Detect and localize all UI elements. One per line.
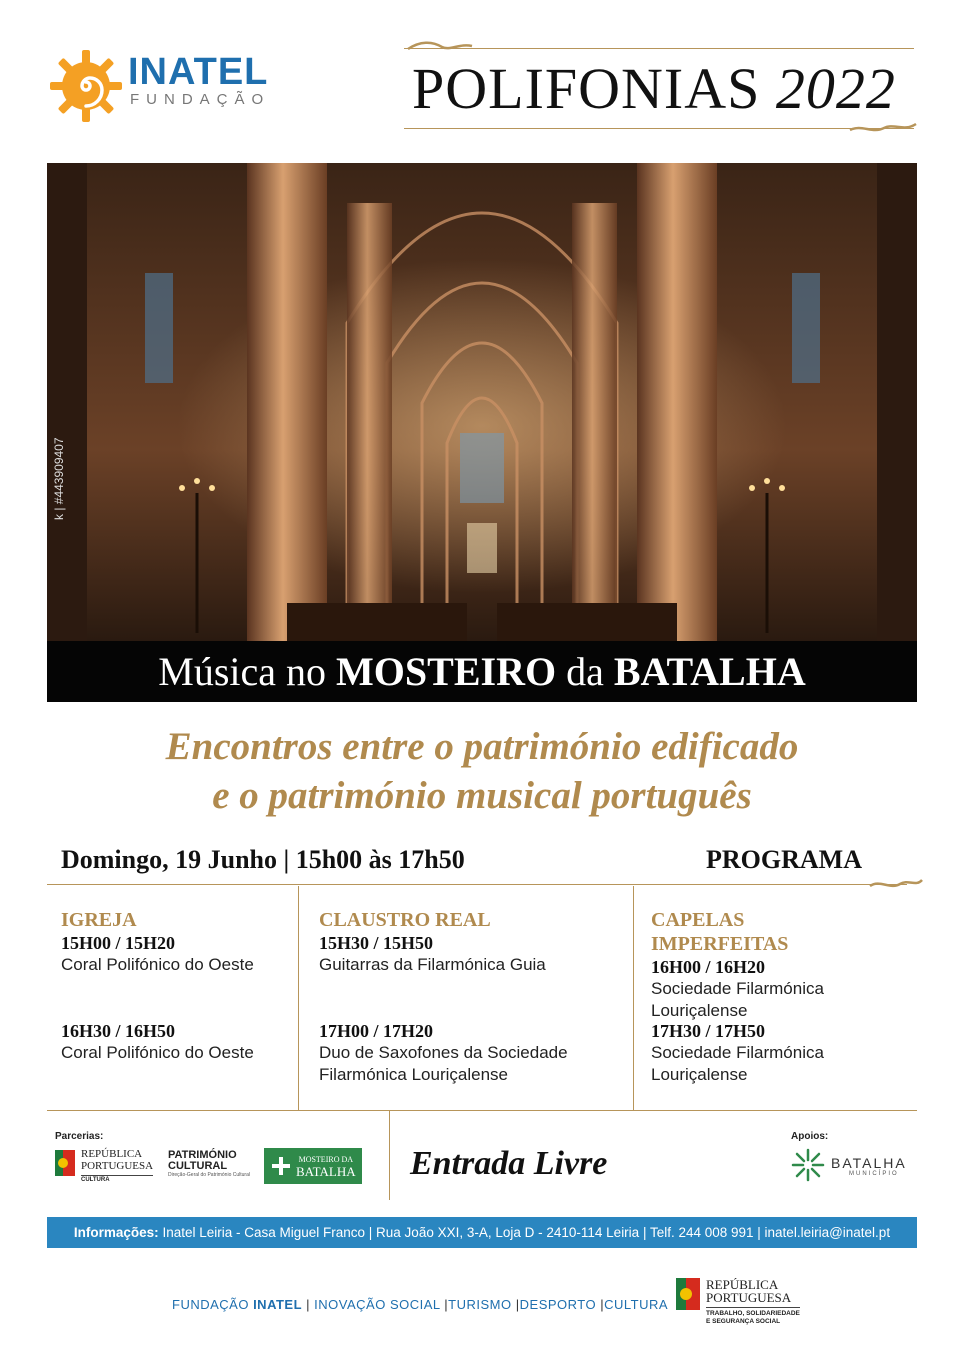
ornament-flourish-icon xyxy=(868,876,924,892)
patrimonio-line-1: PATRIMÓNIO xyxy=(168,1149,237,1161)
slot-performer: Sociedade Filarmónica Louriçalense xyxy=(651,979,824,1020)
mosteiro-text xyxy=(296,1155,356,1178)
program-slot xyxy=(61,1020,254,1064)
subtitle-line-1: Encontros entre o património edificado xyxy=(165,725,799,768)
municipio-sub: MUNICÍPIO xyxy=(849,1171,899,1177)
municipio-batalha-logo xyxy=(791,1148,911,1184)
republica-portuguesa-cultura-logo xyxy=(55,1148,155,1188)
program-bottom-rule xyxy=(47,1110,917,1111)
column-divider xyxy=(633,886,634,1110)
program-column-igreja xyxy=(61,908,291,1062)
gov-sub-2: E SEGURANÇA SOCIAL xyxy=(706,1318,781,1325)
photo-credit: k | #443909407 xyxy=(52,437,66,520)
programa-heading: PROGRAMA xyxy=(706,845,862,874)
gov-sub-1: TRABALHO, SOLIDARIEDADE xyxy=(706,1310,800,1317)
location-name: IGREJA xyxy=(61,909,137,931)
banner-text-2: MOSTEIRO xyxy=(336,649,557,694)
republica-line-1: REPÚBLICA xyxy=(81,1148,143,1160)
slot-time: 15H30 / 15H50 xyxy=(319,933,434,953)
republica-portuguesa-trabalho-logo xyxy=(676,1278,816,1330)
gov-text xyxy=(706,1278,800,1326)
republica-line-2: PORTUGUESA xyxy=(81,1160,154,1172)
program-column-capelas-imperfeitas xyxy=(651,908,881,1084)
event-date-time: Domingo, 19 Junho | 15h00 às 17h50 xyxy=(61,845,465,874)
banner-text-4: BATALHA xyxy=(613,649,806,694)
footer-item: DESPORTO xyxy=(519,1297,597,1312)
slot-time: 16H30 / 16H50 xyxy=(61,1021,176,1041)
date-divider xyxy=(47,884,907,885)
starburst-icon xyxy=(791,1148,825,1182)
event-title-block xyxy=(404,40,920,140)
logo-subtitle: FUNDAÇÃO xyxy=(130,91,271,108)
slot-time: 17H30 / 17H50 xyxy=(651,1021,766,1041)
information-bar xyxy=(47,1217,917,1248)
portugal-flag-icon xyxy=(676,1278,700,1310)
republica-text xyxy=(81,1148,153,1185)
venue-banner xyxy=(47,641,917,702)
logo-name: INATEL xyxy=(128,51,269,93)
sun-spiral-icon xyxy=(48,48,124,124)
info-label: Informações: xyxy=(73,1225,159,1240)
title-year: 2022 xyxy=(775,56,896,121)
cathedral-photo xyxy=(47,163,917,641)
ornament-flourish-icon xyxy=(848,120,918,136)
title-bottom-rule xyxy=(404,128,914,129)
municipio-name: BATALHA xyxy=(831,1155,907,1171)
footer-item: INOVAÇÃO SOCIAL xyxy=(314,1297,441,1312)
patrimonio-cultural-logo xyxy=(168,1150,258,1186)
slot-performer: Coral Polifónico do Oeste xyxy=(61,955,254,974)
republica-sub: CULTURA xyxy=(81,1175,153,1185)
gov-line-2: PORTUGUESA xyxy=(706,1290,792,1305)
banner-text-1: Música no xyxy=(158,649,337,694)
mosteiro-batalha-logo xyxy=(264,1148,362,1184)
ornament-flourish-icon xyxy=(406,40,476,56)
mosteiro-line-1: MOSTEIRO DA xyxy=(298,1155,354,1164)
cathedral-interior-illustration xyxy=(47,163,917,641)
slot-time: 15H00 / 15H20 xyxy=(61,933,176,953)
location-name: CLAUSTRO REAL xyxy=(319,909,491,931)
location-name: CAPELAS IMPERFEITAS xyxy=(651,909,789,955)
title-main: POLIFONIAS xyxy=(412,56,761,121)
slot-performer: Guitarras da Filarmónica Guia xyxy=(319,955,546,974)
program-column-claustro-real xyxy=(319,908,619,1084)
gov-line-1: REPÚBLICA xyxy=(706,1277,779,1292)
event-subtitle xyxy=(47,722,917,820)
partners-label: Parcerias: xyxy=(55,1131,104,1142)
slot-performer: Sociedade Filarmónica Louriçalense xyxy=(651,1043,824,1084)
footer-tagline: FUNDAÇÃO INATEL | INOVAÇÃO SOCIAL |TURISMO |DESPORTO |CULTURA xyxy=(172,1297,669,1312)
event-title xyxy=(412,58,896,120)
free-entry-label: Entrada Livre xyxy=(410,1145,608,1182)
mosteiro-line-2: BATALHA xyxy=(296,1164,356,1179)
subtitle-line-2: e o património musical português xyxy=(212,774,752,817)
slot-time: 17H00 / 17H20 xyxy=(319,1021,434,1041)
patrimonio-sub: Direção-Geral do Património Cultural xyxy=(168,1172,250,1178)
column-divider xyxy=(298,886,299,1110)
footer-item: CULTURA xyxy=(604,1297,669,1312)
patrimonio-line-2: CULTURAL xyxy=(168,1160,228,1172)
slot-time: 16H00 / 16H20 xyxy=(651,957,766,977)
program-slot xyxy=(651,1020,851,1086)
portugal-flag-icon xyxy=(55,1150,75,1176)
slot-performer: Duo de Saxofones da Sociedade Filarmónica Louriçalense xyxy=(319,1043,568,1084)
footer-inatel: INATEL xyxy=(253,1297,303,1312)
partners-divider xyxy=(389,1110,390,1200)
slot-performer: Coral Polifónico do Oeste xyxy=(61,1043,254,1062)
inatel-logo xyxy=(48,46,308,126)
footer-fundacao: FUNDAÇÃO xyxy=(172,1297,254,1312)
support-label: Apoios: xyxy=(791,1131,829,1142)
banner-text-3: da xyxy=(556,649,614,694)
program-slot xyxy=(319,1020,609,1086)
cross-icon xyxy=(271,1156,291,1176)
title-top-rule xyxy=(404,48,914,49)
info-text: Inatel Leiria - Casa Miguel Franco | Rua João XXI, 3-A, Loja D - 2410-114 Leiria | Telf. 244 008 991 | inatel.leiria@inatel.pt xyxy=(158,1225,891,1240)
footer-item: TURISMO xyxy=(448,1297,512,1312)
gov-sub xyxy=(706,1307,800,1326)
